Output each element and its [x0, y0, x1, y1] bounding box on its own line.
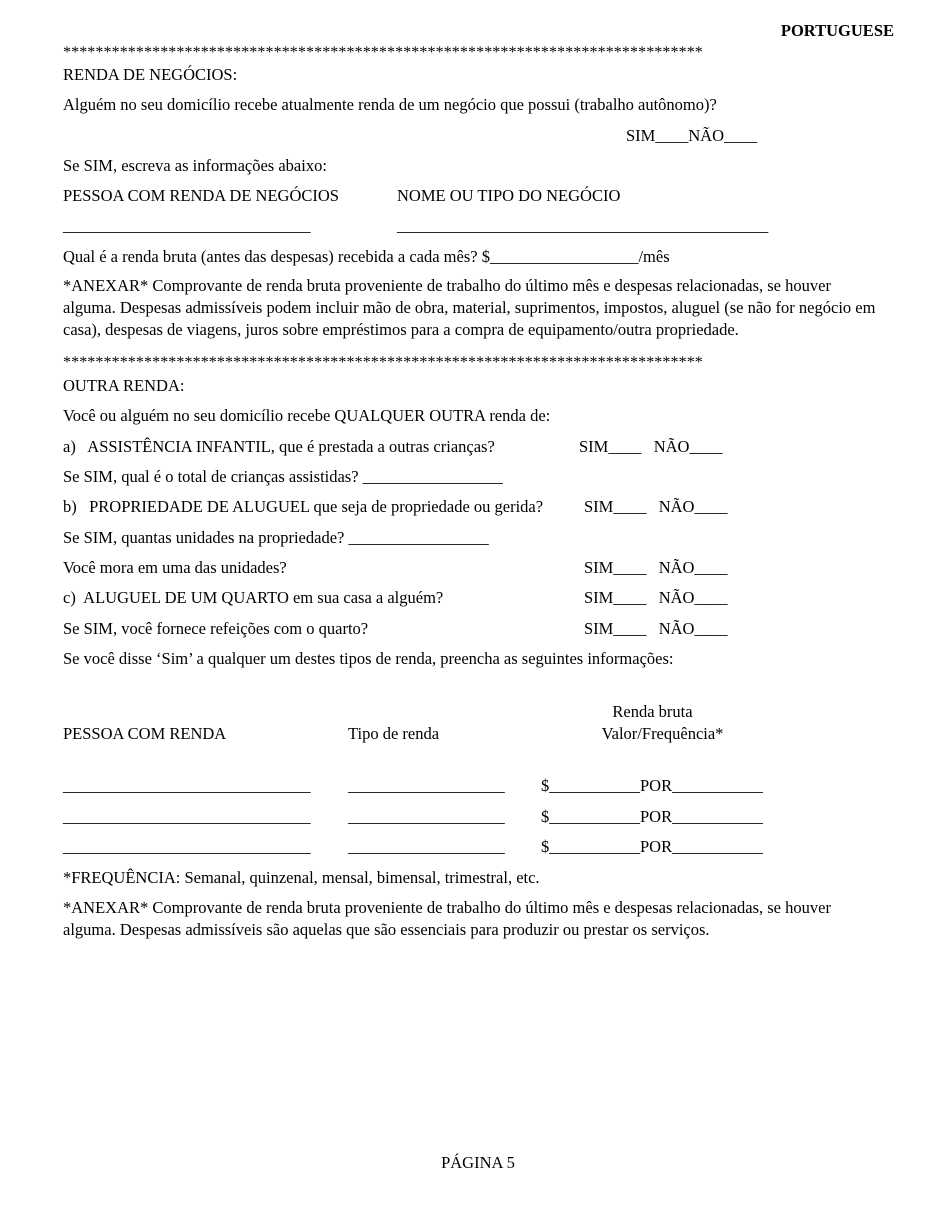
question-b-yes-no[interactable]: SIM____ NÃO____ [584, 497, 728, 516]
separator-top: ******************************************************************************* [63, 44, 703, 61]
separator-middle: ******************************************************************************* [63, 354, 703, 371]
question-a-followup[interactable]: Se SIM, qual é o total de crianças assistidas? _________________ [63, 467, 503, 486]
question-c-room-rental: c) ALUGUEL DE UM QUARTO em sua casa a alguém? [63, 588, 444, 607]
income-row-2-person[interactable]: ______________________________ [63, 807, 311, 826]
income-row-2-amount[interactable]: $___________POR___________ [541, 807, 763, 826]
question-a-childcare: a) ASSISTÊNCIA INFANTIL, que é prestada a outras crianças? [63, 437, 495, 456]
gross-income-column-header-line2: Valor/Frequência* [601, 724, 724, 743]
business-income-question: Alguém no seu domicílio recebe atualmente renda de um negócio que possui (trabalho autônomo)? [63, 95, 717, 114]
business-income-yes-no[interactable]: SIM____NÃO____ [626, 126, 758, 145]
other-income-title: OUTRA RENDA: [63, 376, 185, 395]
language-label: PORTUGUESE [780, 21, 894, 40]
question-b-live-in-unit: Você mora em uma das unidades? [63, 558, 287, 577]
income-row-3-person[interactable]: ______________________________ [63, 837, 311, 856]
business-if-yes-instruction: Se SIM, escreva as informações abaixo: [63, 156, 327, 175]
page-number: PÁGINA 5 [441, 1153, 515, 1172]
frequency-note: *FREQUÊNCIA: Semanal, quinzenal, mensal, bimensal, trimestral, etc. [63, 868, 540, 887]
income-row-1-person[interactable]: ______________________________ [63, 776, 311, 795]
question-a-yes-no[interactable]: SIM____ NÃO____ [579, 437, 723, 456]
other-attach-note: *ANEXAR* Comprovante de renda bruta proveniente de trabalho do último mês e despesas relacionadas, se houver alguma. Despesas admissíveis são aquelas que são essenciais para produzir ou prestar os serviços. [63, 898, 831, 939]
business-person-field[interactable]: ______________________________ [63, 216, 311, 235]
question-b-rental-property: b) PROPRIEDADE DE ALUGUEL que seja de propriedade ou gerida? [63, 497, 544, 516]
business-name-column-header: NOME OU TIPO DO NEGÓCIO [397, 186, 621, 205]
income-row-2-type[interactable]: ___________________ [348, 807, 505, 826]
business-attach-note: *ANEXAR* Comprovante de renda bruta proveniente de trabalho do último mês e despesas relacionadas, se houver alguma. Despesas admissíveis podem incluir mão de obra, material, suprimentos, impostos, aluguel (se não for negócio em casa), despesas de viagens, juros sobre empréstimos para a compra de equipamento/outra propriedade. [63, 276, 876, 339]
question-b-followup[interactable]: Se SIM, quantas unidades na propriedade? _________________ [63, 528, 489, 547]
income-row-3-type[interactable]: ___________________ [348, 837, 505, 856]
other-income-intro: Você ou alguém no seu domicílio recebe QUALQUER OUTRA renda de: [63, 406, 551, 425]
income-row-1-amount[interactable]: $___________POR___________ [541, 776, 763, 795]
business-income-title: RENDA DE NEGÓCIOS: [63, 65, 238, 84]
question-b-live-yes-no[interactable]: SIM____ NÃO____ [584, 558, 728, 577]
other-income-instruction: Se você disse ‘Sim’ a qualquer um destes tipos de renda, preencha as seguintes informações: [63, 649, 674, 668]
question-c-meals-yes-no[interactable]: SIM____ NÃO____ [584, 619, 728, 638]
income-row-3-amount[interactable]: $___________POR___________ [541, 837, 763, 856]
question-c-yes-no[interactable]: SIM____ NÃO____ [584, 588, 728, 607]
income-row-1-type[interactable]: ___________________ [348, 776, 505, 795]
income-type-column-header: Tipo de renda [348, 724, 440, 743]
gross-income-column-header-line1: Renda bruta [612, 702, 693, 721]
question-c-meals: Se SIM, você fornece refeições com o quarto? [63, 619, 369, 638]
business-gross-income-question[interactable]: Qual é a renda bruta (antes das despesas) recebida a cada mês? $__________________/mês [63, 247, 670, 266]
income-person-column-header: PESSOA COM RENDA [63, 724, 227, 743]
business-name-field[interactable]: _____________________________________________ [397, 216, 769, 235]
business-person-column-header: PESSOA COM RENDA DE NEGÓCIOS [63, 186, 339, 205]
